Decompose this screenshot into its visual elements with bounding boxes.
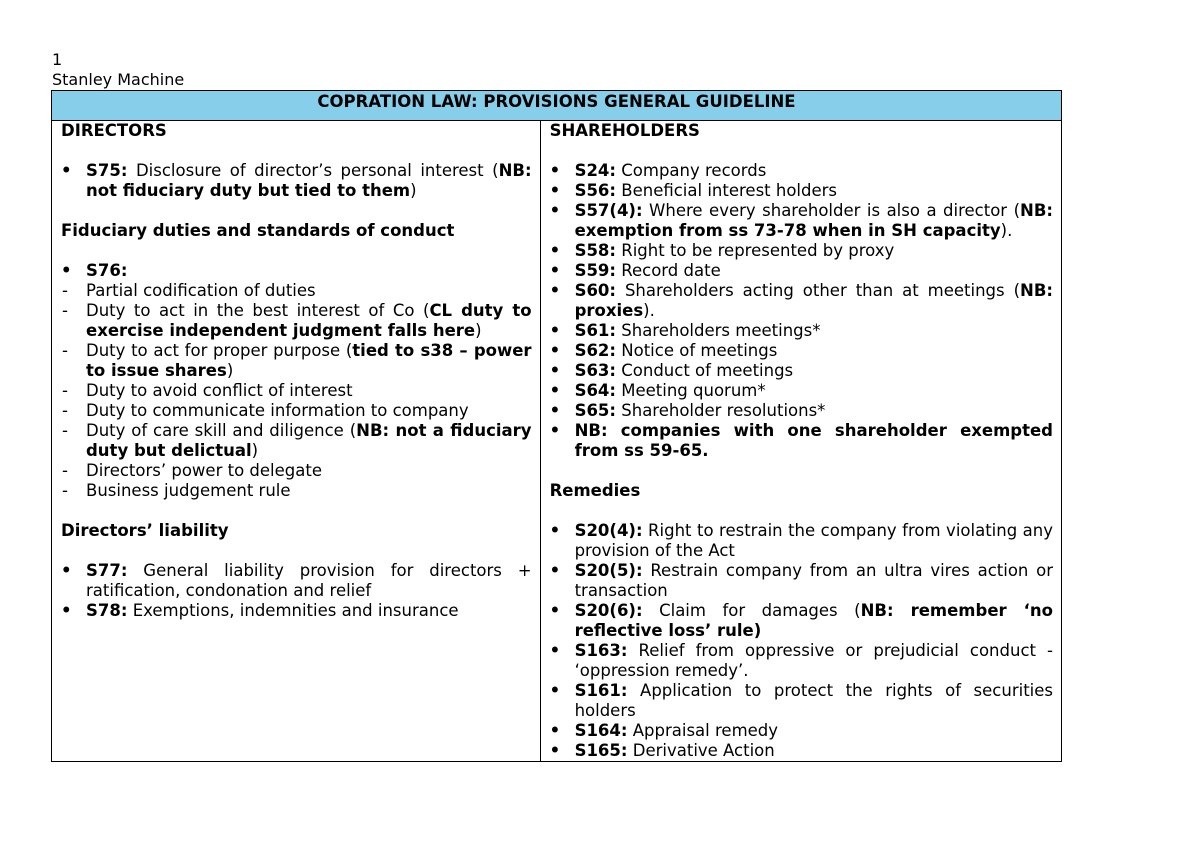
s76-list <box>61 261 532 281</box>
table-title: COPRATION LAW: PROVISIONS GENERAL GUIDELINE <box>52 91 1062 121</box>
item-text: Duty of care skill and diligence ( <box>86 421 357 440</box>
bullet-icon: • <box>549 181 561 200</box>
item-text: Claim for damages ( <box>642 601 861 620</box>
item-text: Partial codification of duties <box>86 281 316 300</box>
item-text: ) <box>251 441 259 460</box>
item-text: Business judgement rule <box>86 481 291 500</box>
guideline-table <box>51 90 1062 762</box>
list-item <box>550 681 1053 721</box>
item-text: Shareholder resolutions* <box>616 401 826 420</box>
duty-item <box>61 301 532 341</box>
bullet-icon: • <box>549 381 561 400</box>
shareholders-heading: SHAREHOLDERS <box>549 121 700 140</box>
section-code: S20(5): <box>574 561 643 580</box>
bullet-icon: • <box>549 421 561 440</box>
bullet-icon: • <box>61 261 72 280</box>
list-item <box>550 281 1053 321</box>
item-text: Conduct of meetings <box>616 361 794 380</box>
dash-icon: - <box>62 341 68 360</box>
list-item <box>550 321 1053 341</box>
bullet-icon: • <box>549 321 561 340</box>
bullet-icon: • <box>549 361 561 380</box>
list-item <box>550 741 1053 761</box>
duty-item <box>61 481 532 501</box>
item-text: Derivative Action <box>627 741 775 760</box>
section-code: S62: <box>574 341 617 360</box>
item-text: Notice of meetings <box>616 341 778 360</box>
section-code: S165: <box>574 741 628 760</box>
section-code: S57(4): <box>574 201 643 220</box>
list-item <box>550 241 1053 261</box>
nb-note: NB: remember ‘no reflective loss’ rule) <box>574 601 1054 640</box>
item-text: Exemptions, indemnities and insurance <box>127 601 459 620</box>
list-item <box>61 561 532 601</box>
item-text: Duty to act for proper purpose ( <box>86 341 353 360</box>
nb-note: NB: exemption from ss 73-78 when in SH capacity <box>574 201 1053 240</box>
bullet-icon: • <box>549 241 561 260</box>
nb-note: NB: not fiduciary duty but tied to them <box>86 161 532 200</box>
bullet-icon: • <box>61 561 72 580</box>
item-text: Meeting quorum* <box>616 381 766 400</box>
nb-note: NB: companies with one shareholder exempted from ss 59-65. <box>574 421 1053 460</box>
s75-list <box>61 161 532 201</box>
duties-list <box>61 281 532 501</box>
item-text: Restrain company from an ultra vires action or transaction <box>574 561 1053 600</box>
bullet-icon: • <box>549 201 561 220</box>
list-item <box>550 201 1053 241</box>
section-code: S77: <box>86 561 128 580</box>
item-text: General liability provision for directors + ratification, condonation and relief <box>86 561 532 600</box>
list-item <box>550 341 1053 361</box>
section-code: S163: <box>574 641 628 660</box>
bullet-icon: • <box>549 721 561 740</box>
section-code: S76: <box>86 261 128 280</box>
dash-icon: - <box>62 301 68 320</box>
bullet-icon: • <box>61 161 72 180</box>
directors-heading: DIRECTORS <box>61 121 167 140</box>
item-text: Appraisal remedy <box>627 721 779 740</box>
list-item <box>550 361 1053 381</box>
directors-column <box>52 121 541 762</box>
list-item <box>550 161 1053 181</box>
item-text: Right to restrain the company from violating any provision of the Act <box>574 521 1053 560</box>
remedies-list <box>550 521 1053 761</box>
author-name: Stanley Machine <box>52 70 185 89</box>
list-item <box>550 421 1053 461</box>
dash-icon: - <box>62 401 68 420</box>
list-item <box>61 261 532 281</box>
bullet-icon: • <box>549 681 561 700</box>
section-code: S64: <box>574 381 617 400</box>
dash-icon: - <box>62 381 68 400</box>
duty-item <box>61 381 532 401</box>
section-code: S161: <box>574 681 628 700</box>
item-text: Duty to act in the best interest of Co ( <box>86 301 430 320</box>
list-item <box>550 521 1053 561</box>
list-item <box>550 181 1053 201</box>
nb-note: NB: proxies <box>574 281 1053 320</box>
bullet-icon: • <box>549 641 561 660</box>
item-text: Relief from oppressive or prejudicial conduct - ‘oppression remedy’. <box>574 641 1053 680</box>
section-code: S61: <box>574 321 617 340</box>
item-text: Duty to communicate information to company <box>86 401 469 420</box>
duty-item <box>61 281 532 301</box>
section-code: S60: <box>574 281 617 300</box>
dash-icon: - <box>62 461 68 480</box>
section-code: S63: <box>574 361 617 380</box>
bullet-icon: • <box>549 601 561 620</box>
bullet-icon: • <box>549 161 561 180</box>
nb-note: NB: not a fiduciary duty but delictual <box>86 421 532 460</box>
section-code: S75: <box>86 161 128 180</box>
item-text: Company records <box>616 161 767 180</box>
item-text: Directors’ power to delegate <box>86 461 322 480</box>
item-text: Beneficial interest holders <box>616 181 838 200</box>
item-text: Disclosure of director’s personal interest ( <box>127 161 499 180</box>
shareholders-column <box>540 121 1061 762</box>
bullet-icon: • <box>549 341 561 360</box>
item-text: Shareholders meetings* <box>616 321 821 340</box>
item-text: ) <box>475 321 482 340</box>
section-code: S24: <box>574 161 617 180</box>
section-code: S20(4): <box>574 521 643 540</box>
list-item <box>61 601 532 621</box>
dash-icon: - <box>62 481 68 500</box>
liability-list <box>61 561 532 621</box>
section-code: S78: <box>86 601 128 620</box>
liability-heading: Directors’ liability <box>61 521 229 540</box>
item-text: ) <box>410 181 417 200</box>
item-text: ). <box>1000 221 1013 240</box>
page-number: 1 <box>52 50 63 69</box>
section-code: S59: <box>574 261 617 280</box>
section-code: S56: <box>574 181 617 200</box>
bullet-icon: • <box>549 401 561 420</box>
nb-note: tied to s38 – power to issue shares <box>86 341 532 380</box>
list-item <box>550 261 1053 281</box>
duty-item <box>61 401 532 421</box>
item-text: Record date <box>616 261 721 280</box>
bullet-icon: • <box>549 561 561 580</box>
nb-note: CL duty to exercise independent judgment falls here <box>86 301 532 340</box>
section-code: S58: <box>574 241 617 260</box>
section-code: S164: <box>574 721 628 740</box>
duty-item <box>61 461 532 481</box>
list-item <box>550 561 1053 601</box>
shareholder-provisions-list <box>550 161 1053 461</box>
item-text: Right to be represented by proxy <box>616 241 895 260</box>
bullet-icon: • <box>549 281 561 300</box>
section-code: S65: <box>574 401 617 420</box>
list-item <box>550 381 1053 401</box>
section-code: S20(6): <box>574 601 643 620</box>
item-text: Application to protect the rights of securities holders <box>574 681 1053 720</box>
fiduciary-heading: Fiduciary duties and standards of conduct <box>61 221 455 240</box>
item-text: Duty to avoid conflict of interest <box>86 381 353 400</box>
item-text: Where every shareholder is also a director ( <box>642 201 1021 220</box>
dash-icon: - <box>62 421 68 440</box>
bullet-icon: • <box>549 521 561 540</box>
item-text: ) <box>226 361 234 380</box>
item-text: Shareholders acting other than at meetings ( <box>616 281 1021 300</box>
list-item <box>550 601 1053 641</box>
list-item <box>550 641 1053 681</box>
list-item <box>61 161 532 201</box>
list-item <box>550 721 1053 741</box>
bullet-icon: • <box>549 261 561 280</box>
bullet-icon: • <box>61 601 72 620</box>
dash-icon: - <box>62 281 68 300</box>
duty-item <box>61 421 532 461</box>
list-item <box>550 401 1053 421</box>
item-text: ). <box>643 301 655 320</box>
remedies-heading: Remedies <box>549 481 641 500</box>
bullet-icon: • <box>549 741 561 760</box>
duty-item <box>61 341 532 381</box>
